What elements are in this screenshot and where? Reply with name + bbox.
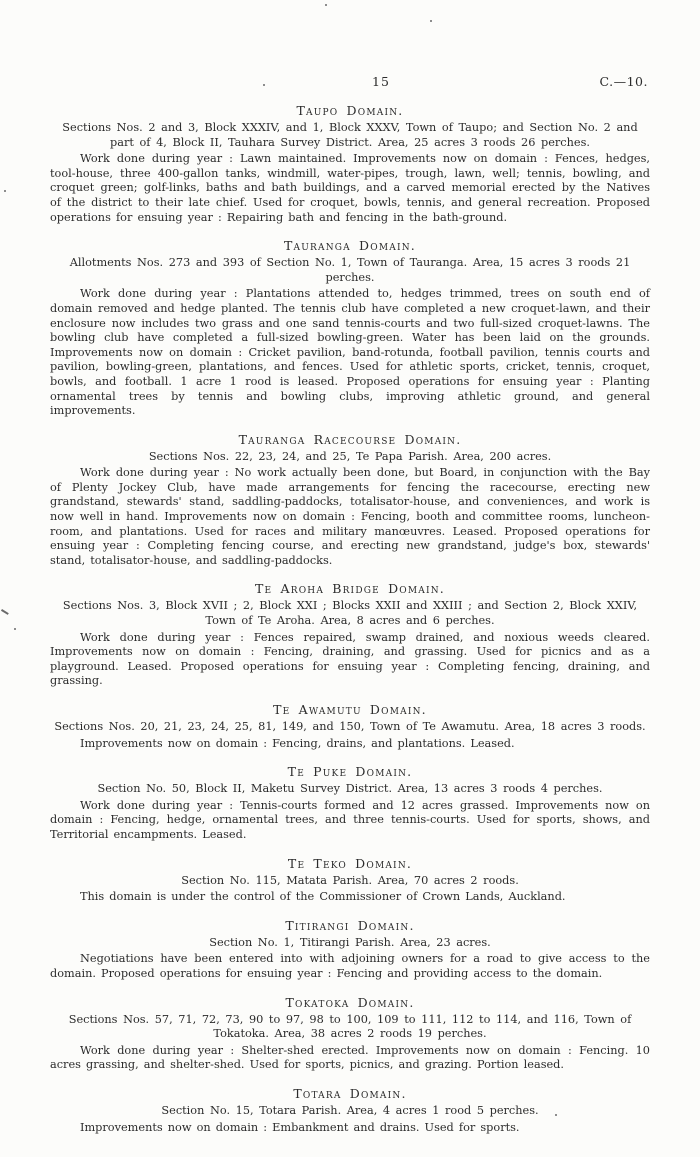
section-paragraph: Improvements now on domain : Embankment and drains. Used for sports. [80,1120,520,1134]
section-heading: Totara Domain. [293,1085,407,1101]
page-number: 15 [372,74,390,89]
section-paragraph: Work done during year : Plantations attended to, hedges trimmed, trees on south end of domain removed and hedge planted. The tennis club have completed a new croquet-lawn, and their enclosure now includes two grass and one sand tennis-courts and two full-sized croquet-lawns. The bowling club have completed a full-sized bowling-green. Water has been laid on the grounds. Improvements now on domain : Cricket pavilion, band-rotunda, football pavilion, tennis courts and pavilion, bowling-green, plantations, and fences. Used for athletic sports, cricket, tennis, croquet, bowls, and football. 1 acre 1 rood is leased. Proposed operations for ensuing year : Planting ornamental trees by tennis and bowling clubs, improving athletic ground, and general improvements. [50,287,650,418]
section-heading: Te Teko Domain. [287,855,413,871]
document-page [50,0,650,1135]
section-paragraph: Work done during year : Fences repaired, swamp drained, and noxious weeds cleared. Improvements now on domain : Fencing, draining, and grassing. Used for picnics and as a playground. Leased. Proposed operations for ensuing year : Completing fencing, draining, and grassing. [50,630,650,688]
document-reference: C.—10. [599,74,648,89]
section-tauranga-domain [50,238,650,419]
section-heading: Te Puke Domain. [287,764,413,780]
page-header [50,74,650,90]
section-te-puke-domain [50,764,650,842]
section-location: Section No. 115, Matata Parish. Area, 70 acres 2 roods. [181,873,519,887]
section-heading: Tauranga Domain. [284,238,416,254]
section-paragraph: This domain is under the control of the Commissioner of Crown Lands, Auckland. [80,890,566,904]
section-location: Sections Nos. 20, 21, 23, 24, 25, 81, 149, and 150, Town of Te Awamutu. Area, 18 acres 3 roods. [54,720,646,733]
section-heading: Tokatoka Domain. [285,994,415,1010]
scan-speck [4,190,6,192]
section-heading: Titirangi Domain. [285,917,415,933]
section-te-teko-domain [50,856,650,905]
section-location: Section No. 50, Block II, Maketu Survey District. Area, 13 acres 3 roods 4 perches. [97,782,603,796]
section-tokatoka-domain [50,995,650,1073]
section-location: Sections Nos. 2 and 3, Block XXXIV, and 1, Block XXXV, Town of Taupo; and Section No. 2 and part of 4, Block II, Tauhara Survey District. Area, 25 acres 3 roods 26 perches. [62,121,638,149]
section-paragraph: Work done during year : No work actually been done, but Board, in conjunction with the Bay of Plenty Jockey Club, have made arrangements for fencing the racecourse, erecting new grandstand, stewards' stand, saddling-paddocks, totalisator-house, and conveniences, and work is now well in hand. Improvements now on domain : Fencing, booth and committee rooms, luncheon-room, and plantations. Used for races and military manœuvres. Leased. Proposed operations for ensuing year : Completing fencing course, and erecting new grandstand, judge's box, stewards' stand, totalisator-house, and saddling-paddocks. [50,466,650,567]
section-paragraph: Work done during year : Tennis-courts formed and 12 acres grassed. Improvements now on domain : Fencing, hedge, ornamental trees, and three tennis-courts. Used for sports, shows, and Territorial encampments. Leased. [50,798,650,841]
section-paragraph: Improvements now on domain : Fencing, drains, and plantations. Leased. [80,736,515,750]
section-location: Section No. 15, Totara Parish. Area, 4 acres 1 rood 5 perches. [161,1103,539,1117]
section-paragraph: Negotiations have been entered into with adjoining owners for a road to give access to the domain. Proposed operations for ensuing year : Fencing and providing access to the domain. [50,952,650,980]
section-heading: Taupo Domain. [296,103,404,118]
section-paragraph: Work done during year : Shelter-shed erected. Improvements now on domain : Fencing. 10 acres grassing, and shelter-shed. Used for sports, picnics, and grazing. Portion leased. [50,1043,650,1072]
scan-speck [1,609,9,615]
section-location: Sections Nos. 22, 23, 24, and 25, Te Papa Parish. Area, 200 acres. [148,449,552,463]
scan-speck [325,4,327,6]
section-tauranga-racecourse-domain [50,432,650,569]
section-totara-domain [50,1086,650,1135]
section-heading: Tauranga Racecourse Domain. [238,431,462,447]
section-location: Section No. 1, Titirangi Parish. Area, 23 acres. [209,935,491,949]
section-location: Sections Nos. 57, 71, 72, 73, 90 to 97, 98 to 100, 109 to 111, 112 to 114, and 116, Town of Tokatoka. Area, 38 acres 2 roods 19 perches. [68,1012,632,1041]
scan-speck [430,20,432,22]
section-heading: Te Awamutu Domain. [273,702,427,717]
section-location: Sections Nos. 3, Block XVII ; 2, Block XXI ; Blocks XXII and XXIII ; and Section 2, Block XXIV, Town of Te Aroha. Area, 8 acres and 6 perches. [62,599,638,628]
scan-speck [14,628,16,630]
scan-speck [555,1114,557,1116]
section-taupo-domain [50,103,650,225]
section-te-awamutu-domain [50,702,650,751]
section-titirangi-domain [50,918,650,982]
section-paragraph: Work done during year : Lawn maintained. Improvements now on domain : Fences, hedges, tool-house, three 400-gallon tanks, windmill, water-pipes, trough, lawn, well; tennis, bowling, and croquet green; golf-links, baths and bath buildings, and a carved memorial erected by the Natives of the district to their late chief. Used for croquet, bowls, tennis, and general recreation. Proposed operations for ensuing year : Repairing bath and fencing in the bath-ground. [50,152,650,224]
section-location: Allotments Nos. 273 and 393 of Section No. 1, Town of Tauranga. Area, 15 acres 3 roods 21 perches. [69,256,631,284]
section-te-aroha-bridge-domain [50,581,650,689]
section-heading: Te Aroha Bridge Domain. [255,581,445,597]
